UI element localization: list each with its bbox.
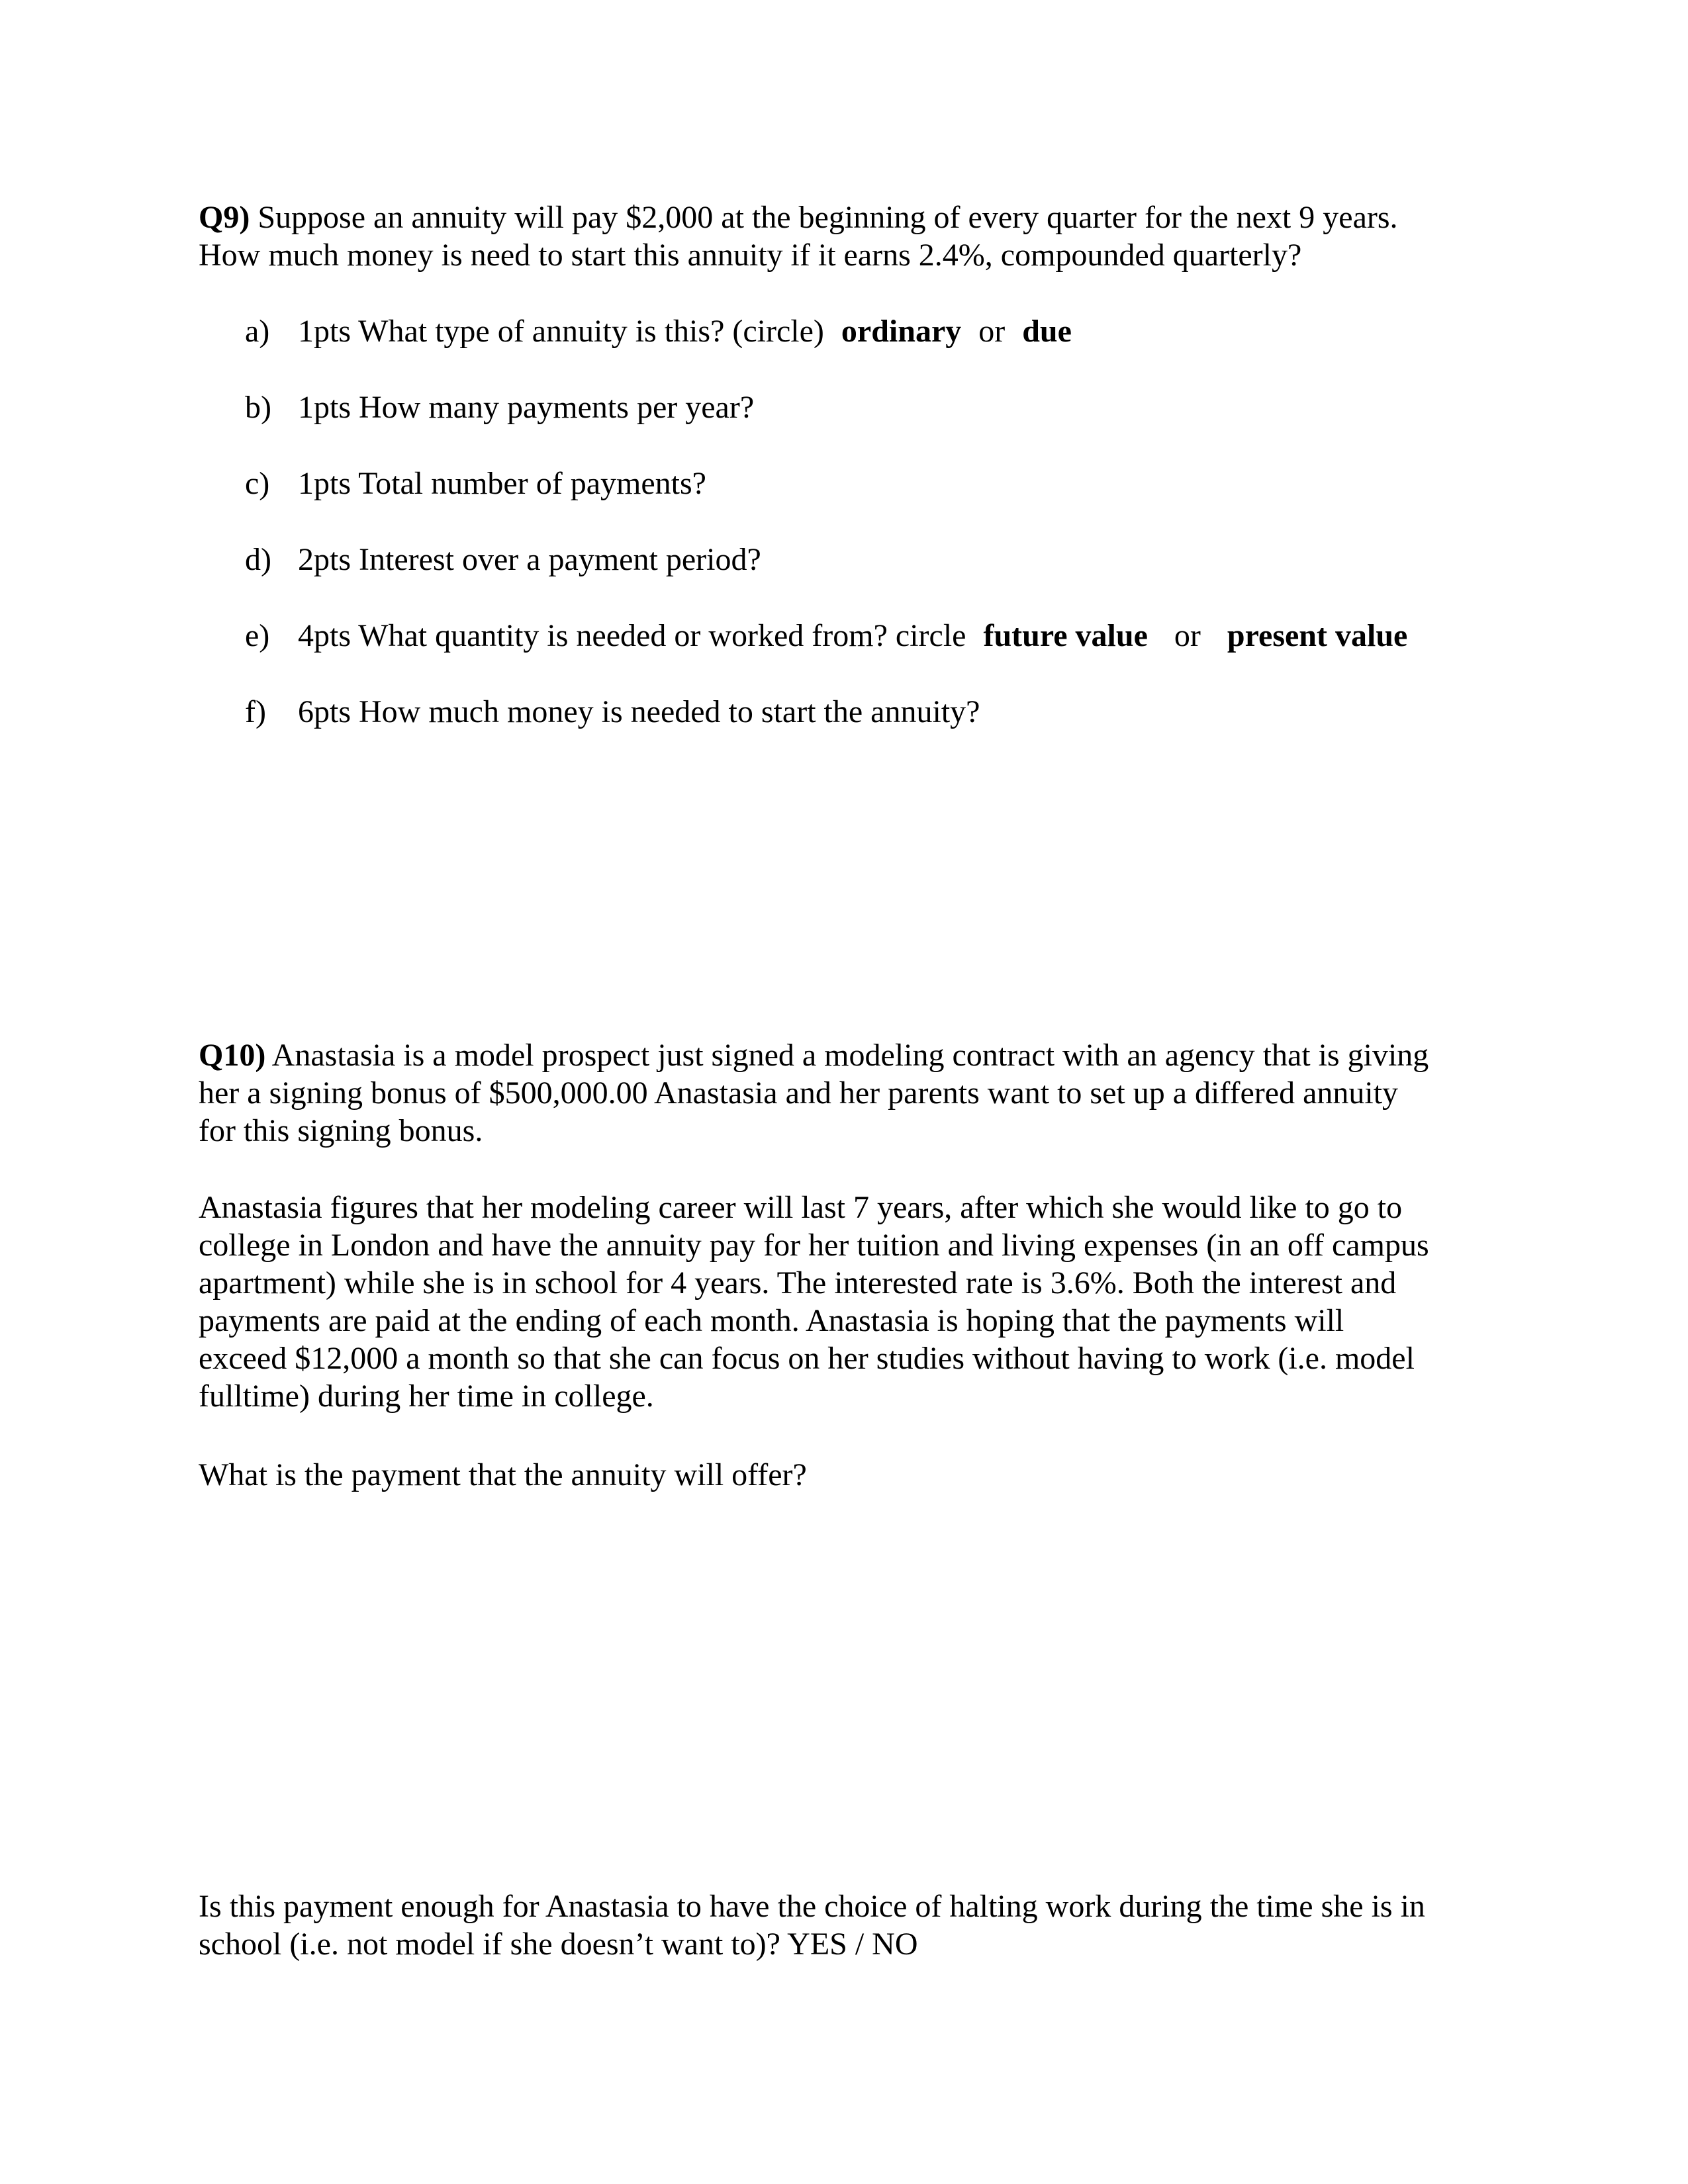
q10-question-text: What is the payment that the annuity will offer? [199, 1457, 807, 1492]
q9-prompt-line1: Suppose an annuity will pay $2,000 at the beginning of every quarter for the next 9 years. [250, 200, 1398, 235]
part-letter: b) [245, 390, 271, 425]
q9-label: Q9) [199, 200, 250, 235]
q10-final-line1: Is this payment enough for Anastasia to have the choice of halting work during the time she is in [199, 1889, 1425, 1924]
part-letter: e) [245, 618, 270, 653]
q10-paragraph-1 [199, 1036, 1496, 1150]
q10-p2-line: college in London and have the annuity pay for her tuition and living expenses (in an off campus [199, 1228, 1429, 1263]
q10-paragraph-2 [199, 1189, 1496, 1415]
option-ordinary[interactable]: ordinary [841, 314, 962, 349]
part-letter: c) [245, 466, 270, 501]
part-letter: d) [245, 542, 271, 577]
q10-question [199, 1456, 1496, 1494]
q10-p2-line: exceed $12,000 a month so that she can focus on her studies without having to work (i.e. model [199, 1341, 1415, 1376]
option-future-value[interactable]: future value [983, 618, 1148, 653]
part-text: 1pts What type of annuity is this? (circle) [298, 314, 824, 349]
part-text: 4pts What quantity is needed or worked from? circle [298, 618, 966, 653]
part-text: 1pts How many payments per year? [298, 390, 755, 425]
or-text: or [978, 314, 1006, 349]
option-present-value[interactable]: present value [1227, 618, 1408, 653]
part-letter: a) [245, 314, 270, 349]
option-due[interactable]: due [1022, 314, 1072, 349]
q10-p2-line: payments are paid at the ending of each month. Anastasia is hoping that the payments will [199, 1303, 1344, 1338]
q10-label: Q10) [199, 1038, 266, 1073]
or-text: or [1174, 618, 1201, 653]
part-letter: f) [245, 694, 266, 729]
q10-p2-line: apartment) while she is in school for 4 years. The interested rate is 3.6%. Both the interest and [199, 1265, 1397, 1300]
part-text: 1pts Total number of payments? [298, 466, 706, 501]
q10-p2-line: Anastasia figures that her modeling career will last 7 years, after which she would like to go to [199, 1190, 1403, 1225]
q10-line3: for this signing bonus. [199, 1113, 483, 1148]
q10-p2-line: fulltime) during her time in college. [199, 1379, 654, 1414]
q9-prompt [199, 199, 1496, 274]
q9-prompt-line2: How much money is need to start this annuity if it earns 2.4%, compounded quarterly? [199, 238, 1302, 273]
part-text: 6pts How much money is needed to start the annuity? [298, 694, 980, 729]
q10-final-question [199, 1888, 1496, 1963]
part-text: 2pts Interest over a payment period? [298, 542, 761, 577]
q10-final-line2: school (i.e. not model if she doesn’t want to)? YES / NO [199, 1927, 918, 1962]
q10-line2: her a signing bonus of $500,000.00 Anastasia and her parents want to set up a differed annuity [199, 1075, 1399, 1111]
q10-line1: Anastasia is a model prospect just signed a modeling contract with an agency that is giving [265, 1038, 1429, 1073]
